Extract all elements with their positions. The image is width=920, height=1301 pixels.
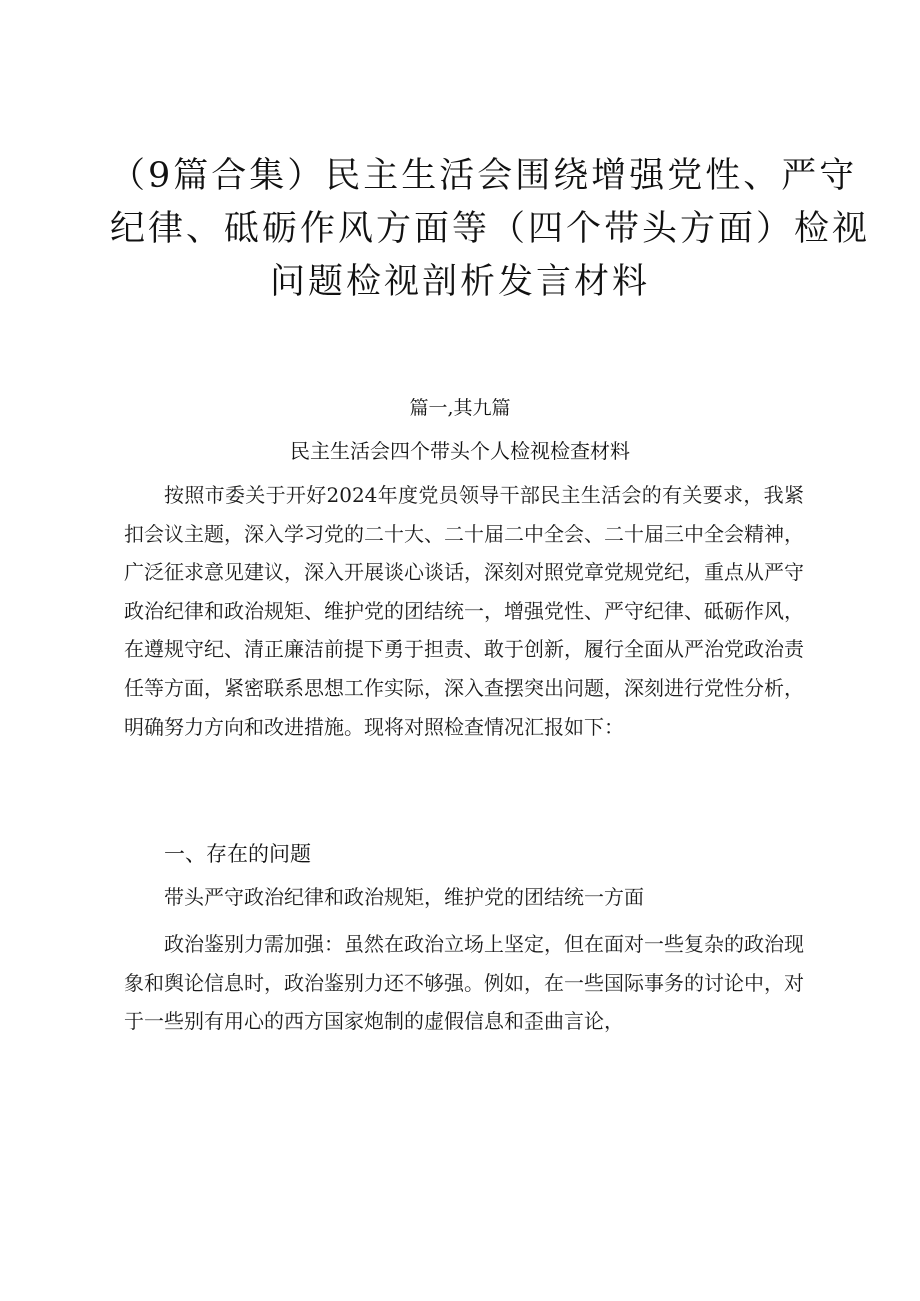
section-heading: 一、存在的问题 <box>164 842 311 866</box>
title-line-2: 纪律、砥砺作风方面等（四个带头方面）检视 <box>110 209 871 249</box>
section-label: 篇一,其九篇 <box>409 397 511 419</box>
sub-heading: 带头严守政治纪律和政治规矩，维护党的团结统一方面 <box>164 885 644 909</box>
body-paragraph: 政治鉴别力需加强：虽然在政治立场上坚定，但在面对一些复杂的政治现象和舆论信息时，政治鉴别力还不够强。例如，在一些国际事务的讨论中，对于一些别有用心的西方国家炮制的虚假信息和歪曲言论， <box>124 932 804 1034</box>
document-subtitle: 民主生活会四个带头个人检视检查材料 <box>290 439 630 463</box>
intro-paragraph: 按照市委关于开好2024年度党员领导干部民主生活会的有关要求，我紧扣会议主题，深入学习党的二十大、二十届二中全会、二十届三中全会精神，广泛征求意见建议，深入开展谈心谈话，深刻对照党章党规党纪，重点从严守政治纪律和政治规矩、维护党的团结统一，增强党性、严守纪律、砥砺作风，在遵规守纪、清正廉洁前提下勇于担责、敢于创新，履行全面从严治党政治责任等方面，紧密联系思想工作实际，深入查摆突出问题，深刻进行党性分析，明确努力方向和改进措施。现将对照检查情况汇报如下： <box>124 483 804 739</box>
title-line-1: （9篇合集）民主生活会围绕增强党性、严守 <box>110 156 858 196</box>
title-line-3: 问题检视剖析发言材料 <box>269 262 650 302</box>
document-title <box>110 150 871 309</box>
